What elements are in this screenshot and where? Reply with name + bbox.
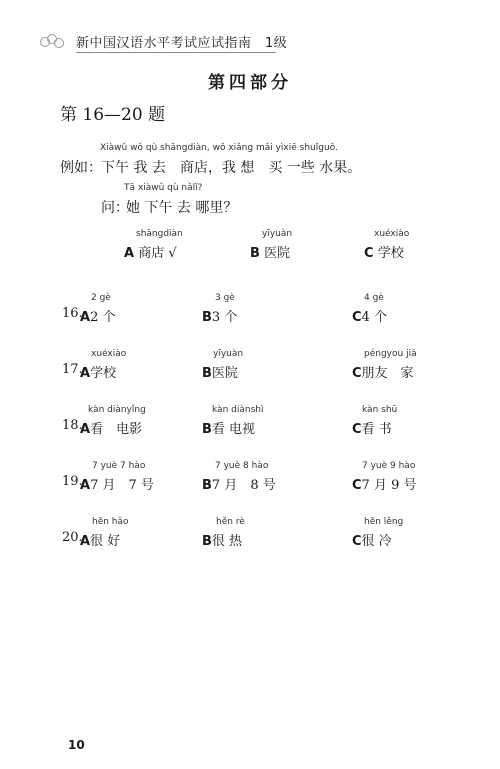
q18-option-b: B看 电视 (202, 422, 256, 437)
q17-option-a-pinyin: xuéxiào (91, 349, 127, 359)
question-number: 16. (62, 306, 83, 321)
q19-option-b: B7 月 8 号 (202, 478, 276, 493)
q20-option-b: B很 热 (202, 534, 243, 549)
q16-option-a: A2 个 (80, 310, 116, 325)
q18-option-a: A看 电影 (80, 422, 143, 437)
q20-option-a: A很 好 (80, 534, 121, 549)
q18-option-b-pinyin: kàn diànshì (212, 405, 264, 415)
q19-option-b-pinyin: 7 yuè 8 hào (215, 461, 269, 471)
q16-option-b-pinyin: 3 gè (215, 293, 235, 303)
question-number: 18. (62, 418, 83, 433)
example-sentence: 下午 我 去 商店，我 想 买 一些 水果。 (101, 160, 362, 176)
q18-option-a-pinyin: kàn diànyǐng (88, 405, 146, 415)
header-rule (76, 52, 276, 53)
example-label: 例如： (60, 160, 102, 176)
page-number: 10 (68, 738, 85, 752)
header-decoration-icon (40, 34, 74, 48)
q20-option-c: C很 冷 (352, 534, 392, 549)
example-option-c (364, 242, 404, 261)
example-option-a (124, 242, 177, 261)
option-letter: A (124, 246, 135, 261)
question-number: 19. (62, 474, 83, 489)
q17-option-c-pinyin: péngyou jiā (364, 349, 417, 359)
question-number: 17. (62, 362, 83, 377)
q19-option-c: C7 月 9 号 (352, 478, 417, 493)
example-question-pinyin: Tā xiàwǔ qù nǎlǐ? (124, 183, 203, 193)
question-number: 20. (62, 530, 83, 545)
part-title: 第四部分 (208, 73, 292, 93)
q19-option-c-pinyin: 7 yuè 9 hào (362, 461, 416, 471)
option-text: 医院 (264, 246, 291, 261)
q20-option-a-pinyin: hěn hǎo (92, 517, 129, 527)
q18-option-c-pinyin: kàn shū (362, 405, 398, 415)
q16-option-c-pinyin: 4 gè (364, 293, 384, 303)
q16-option-c: C4 个 (352, 310, 387, 325)
q17-option-a: A学校 (80, 366, 117, 381)
example-option-c-pinyin: xuéxiào (374, 229, 410, 239)
example-question: 她 下午 去 哪里？ (126, 200, 238, 216)
q17-option-b: B医院 (202, 366, 238, 381)
example-option-a-pinyin: shāngdiàn (136, 229, 183, 239)
header-title: 新中国汉语水平考试应试指南 1级 (76, 36, 288, 51)
q17-option-b-pinyin: yīyuàn (213, 349, 244, 359)
running-header (40, 32, 460, 52)
option-text: 商店 √ (138, 246, 177, 261)
q16-option-a-pinyin: 2 gè (91, 293, 111, 303)
q19-option-a-pinyin: 7 yuè 7 hào (92, 461, 146, 471)
example-question-label: 问： (101, 200, 129, 216)
q18-option-c: C看 书 (352, 422, 392, 437)
q16-option-b: B3 个 (202, 310, 238, 325)
q19-option-a: A7 月 7 号 (80, 478, 154, 493)
option-letter: C (364, 246, 374, 261)
option-letter: B (250, 246, 260, 261)
example-pinyin: Xiàwǔ wǒ qù shāngdiàn, wǒ xiǎng mǎi yìxiē shuǐguǒ. (100, 143, 339, 153)
option-text: 学校 (377, 246, 404, 261)
example-option-b (250, 242, 290, 261)
q20-option-c-pinyin: hěn lěng (364, 517, 404, 527)
example-option-b-pinyin: yīyuàn (262, 229, 293, 239)
q20-option-b-pinyin: hěn rè (216, 517, 245, 527)
section-title: 第 16—20 题 (60, 105, 166, 125)
q17-option-c: C朋友 家 (352, 366, 414, 381)
